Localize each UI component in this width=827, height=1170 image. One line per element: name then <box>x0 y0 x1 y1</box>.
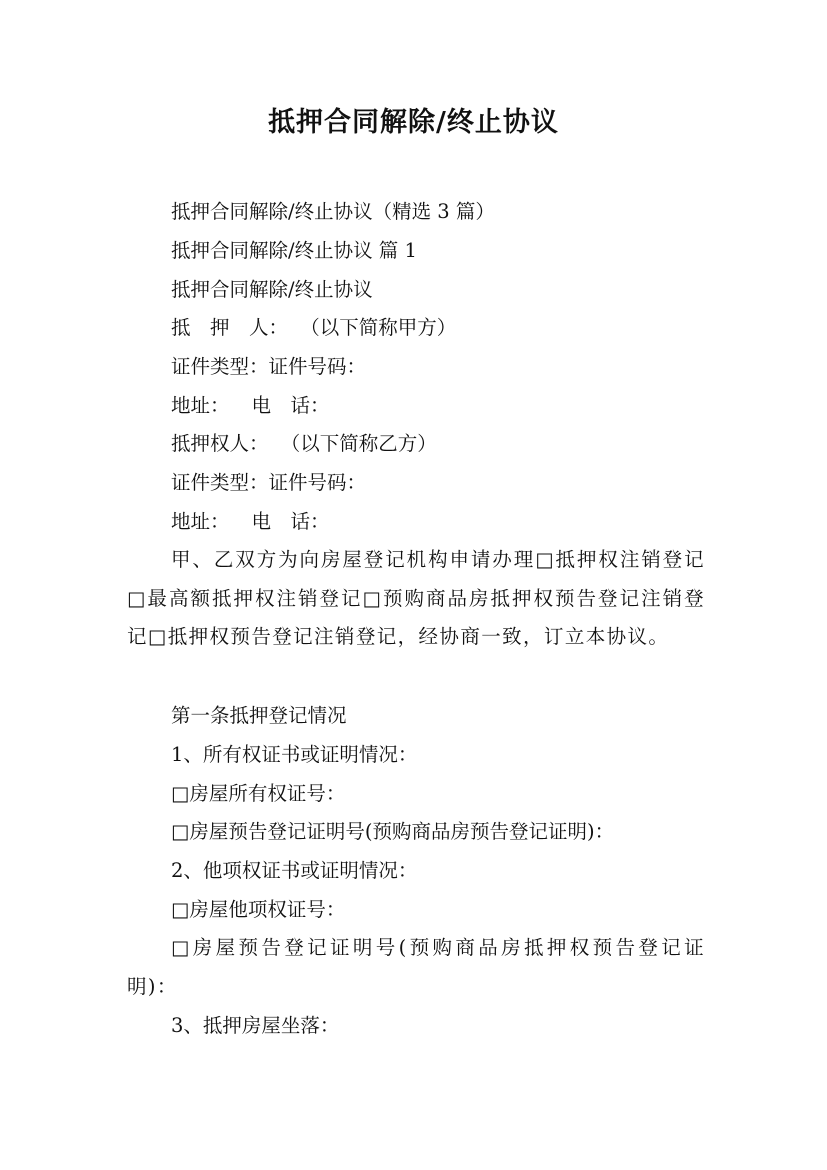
intro-paragraph: 甲、乙双方为向房屋登记机构申请办理□抵押权注销登记□最高额抵押权注销登记□预购商品房抵押权预告登记注销登记□抵押权预告登记注销登记，经协商一致，订立本协议。 <box>127 548 705 648</box>
address-line-party-b <box>171 509 330 535</box>
mortgagor-note: （以下简称甲方） <box>310 316 457 339</box>
phone-label: 电 话： <box>251 394 330 417</box>
id-line-party-a: 证件类型：证件号码： <box>171 355 367 378</box>
address-line-party-a <box>171 393 330 419</box>
list-item: 2、他项权证书或证明情况： <box>171 859 418 882</box>
article-heading: 第一条抵押登记情况 <box>171 704 347 727</box>
mortgagee-note: （以下简称乙方） <box>290 432 437 455</box>
list-item: □房屋预告登记证明号(预购商品房预告登记证明)： <box>171 820 615 843</box>
mortgagor-label: 抵 押 人： <box>171 316 289 339</box>
section-heading: 抵押合同解除/终止协议 篇 1 <box>171 239 417 262</box>
mortgagor-line <box>171 315 456 341</box>
list-item: □房屋所有权证号： <box>171 782 346 805</box>
list-item-paragraph: □房屋预告登记证明号(预购商品房抵押权预告登记证明)： <box>127 936 705 998</box>
mortgagee-label: 抵押权人： <box>171 432 269 455</box>
list-item: □房屋他项权证号： <box>171 898 346 921</box>
list-item: 3、抵押房屋坐落： <box>171 1014 340 1037</box>
id-line-party-b: 证件类型：证件号码： <box>171 471 367 494</box>
address-label: 地址： <box>171 394 230 417</box>
document-title: 抵押合同解除/终止协议 <box>268 107 559 138</box>
summary-line: 抵押合同解除/终止协议（精选 3 篇） <box>171 200 495 223</box>
agreement-subtitle: 抵押合同解除/终止协议 <box>171 278 373 301</box>
list-item: 1、所有权证书或证明情况： <box>171 743 418 766</box>
mortgagee-line <box>171 431 437 457</box>
phone-label: 电 话： <box>251 510 330 533</box>
address-label: 地址： <box>171 510 230 533</box>
